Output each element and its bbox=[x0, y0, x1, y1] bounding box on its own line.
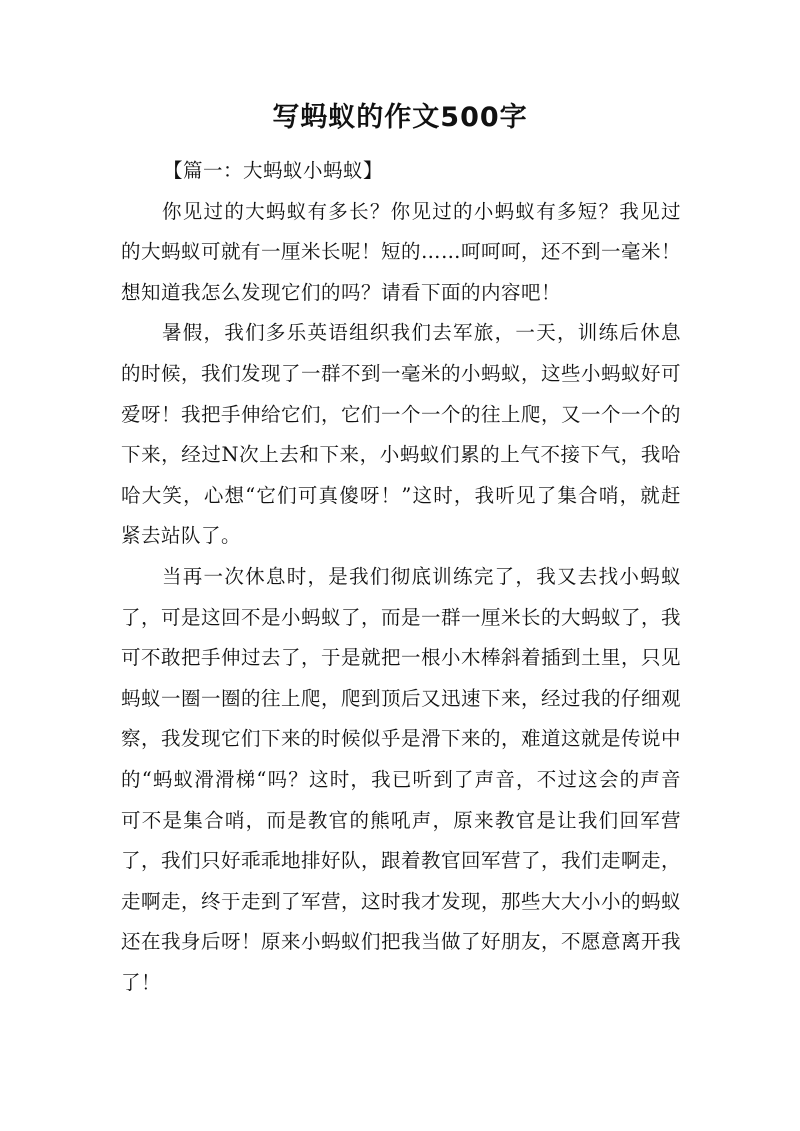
paragraph-3: 当再一次休息时，是我们彻底训练完了，我又去找小蚂蚁了，可是这回不是小蚂蚁了，而是一群一厘米长的大蚂蚁了，我可不敢把手伸过去了，于是就把一根小木棒斜着插到土里，只见蚂蚁一圈一圈的往上爬，爬到顶后又迅速下来，经过我的仔细观察，我发现它们下来的时候似乎是滑下来的，难道这就是传说中的“蚂蚁滑滑梯“吗？这时，我已听到了声音，不过这会的声音可不是集合哨，而是教官的熊吼声，原来教官是让我们回军营了，我们只好乖乖地排好队，跟着教官回军营了，我们走啊走，走啊走，终于走到了军营，这时我才发现，那些大大小小的蚂蚁还在我身后呀！原来小蚂蚁们把我当做了好朋友，不愿意离开我了！ bbox=[121, 564, 682, 994]
paragraph-1: 你见过的大蚂蚁有多长？你见过的小蚂蚁有多短？我见过的大蚂蚁可就有一厘米长呢！短的……呵呵呵，还不到一毫米！想知道我怎么发现它们的吗？请看下面的内容吧！ bbox=[121, 199, 682, 304]
section-heading: 【篇一：大蚂蚁小蚂蚁】 bbox=[163, 159, 384, 182]
document-body bbox=[121, 151, 681, 1003]
paragraph-2: 暑假，我们多乐英语组织我们去军旅，一天，训练后休息的时候，我们发现了一群不到一毫米的小蚂蚁，这些小蚂蚁好可爱呀！我把手伸给它们，它们一个一个的往上爬，又一个一个的下来，经过N次上去和下来，小蚂蚁们累的上气不接下气，我哈哈大笑，心想“它们可真傻呀！”这时，我听见了集合哨，就赶紧去站队了。 bbox=[121, 321, 682, 548]
document-title: 写蚂蚁的作文500字 bbox=[272, 102, 528, 133]
